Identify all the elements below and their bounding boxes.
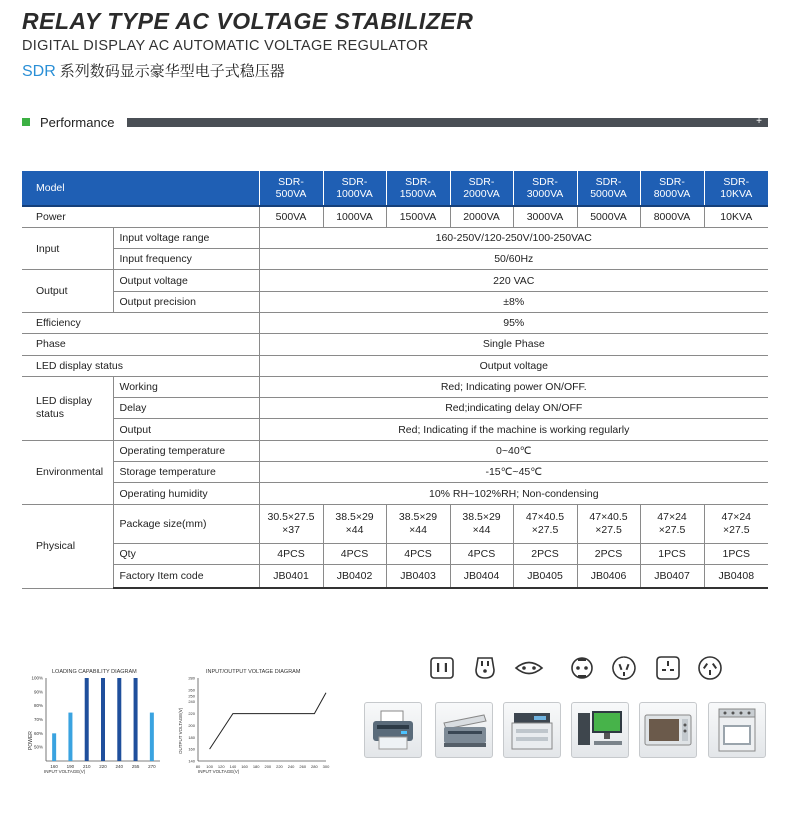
model-header-cell: SDR- 1000VA xyxy=(323,171,386,206)
bar xyxy=(117,678,121,761)
row-label: Output xyxy=(113,419,259,440)
model-header-cell: SDR- 3000VA xyxy=(513,171,577,206)
y-tick-label: 70% xyxy=(33,717,43,722)
chinese-title-text: 系列数码显示豪华型电子式稳压器 xyxy=(59,63,285,80)
row-group-label: Output xyxy=(22,270,113,313)
table-cell: Single Phase xyxy=(259,334,768,355)
table-row xyxy=(22,398,768,419)
table-cell: Red; Indicating power ON/OFF. xyxy=(259,376,768,397)
model-header-cell: SDR- 8000VA xyxy=(640,171,704,206)
printer-icon xyxy=(364,702,422,758)
voltage-line xyxy=(210,693,326,749)
table-cell: 47×40.5 ×27.5 xyxy=(577,504,640,543)
table-cell: 8000VA xyxy=(640,206,704,227)
bar xyxy=(101,678,105,761)
row-group-label: Physical xyxy=(22,504,113,588)
table-cell: 95% xyxy=(259,312,768,333)
x-tick-label: 255 xyxy=(131,764,140,769)
table-cell: 1500VA xyxy=(386,206,450,227)
section-marker-icon xyxy=(22,118,30,126)
table-cell: 4PCS xyxy=(450,543,513,564)
bar xyxy=(52,733,56,761)
y-tick-label: 280 xyxy=(188,675,195,681)
desktop-computer-icon xyxy=(571,702,629,758)
table-row xyxy=(22,227,768,248)
table-cell: 2PCS xyxy=(513,543,577,564)
y-tick-label: 260 xyxy=(188,687,195,693)
model-header-cell: SDR- 10KVA xyxy=(704,171,768,206)
scanner-icon xyxy=(435,702,493,758)
y-axis-title: POWER xyxy=(28,731,34,750)
y-tick-label: 220 xyxy=(188,711,195,717)
table-cell: 0~40℃ xyxy=(259,440,768,461)
y-tick-label: 140 xyxy=(188,758,195,764)
bar xyxy=(85,678,89,761)
table-cell: 1PCS xyxy=(640,543,704,564)
table-row xyxy=(22,504,768,543)
x-tick-label: 100 xyxy=(206,764,213,769)
x-tick-label: 140 xyxy=(229,764,237,769)
y-tick-label: 240 xyxy=(188,699,195,705)
table-cell: ±8% xyxy=(259,291,768,312)
expand-plus-icon[interactable]: + xyxy=(756,116,762,127)
table-row xyxy=(22,462,768,483)
chinese-title xyxy=(22,60,285,81)
table-cell: Red;indicating delay ON/OFF xyxy=(259,398,768,419)
bar xyxy=(68,713,72,761)
table-cell: JB0403 xyxy=(386,564,450,588)
x-tick-label: 270 xyxy=(148,764,156,769)
page-subtitle: DIGITAL DISPLAY AC AUTOMATIC VOLTAGE REGULATOR xyxy=(22,38,429,54)
x-tick-label: 120 xyxy=(217,764,225,769)
table-cell: JB0401 xyxy=(259,564,323,588)
table-cell: 30.5×27.5 ×37 xyxy=(259,504,323,543)
table-cell: 50/60Hz xyxy=(259,249,768,270)
y-tick-label: 60% xyxy=(33,730,43,736)
chart-title: INPUT/OUTPUT VOLTAGE DIAGRAM xyxy=(206,669,301,675)
series-code: SDR xyxy=(22,63,56,80)
table-cell: 4PCS xyxy=(259,543,323,564)
table-cell: JB0408 xyxy=(704,564,768,588)
x-axis-title: INPUT VOLTAGE(V) xyxy=(44,769,86,774)
table-cell: 160-250V/120-250V/100-250VAC xyxy=(259,227,768,248)
x-tick-label: 240 xyxy=(287,764,295,769)
copier-icon xyxy=(503,702,561,758)
row-label: Delay xyxy=(113,398,259,419)
table-cell: 38.5×29 ×44 xyxy=(386,504,450,543)
row-label: Efficiency xyxy=(22,312,259,333)
table-cell: Output voltage xyxy=(259,355,768,376)
table-cell: 10KVA xyxy=(704,206,768,227)
y-tick-label: 50% xyxy=(33,744,43,750)
table-row xyxy=(22,291,768,312)
table-cell: 2000VA xyxy=(450,206,513,227)
x-tick-label: 180 xyxy=(252,764,260,769)
bar xyxy=(150,713,154,761)
x-tick-label: 200 xyxy=(264,764,272,769)
row-label: Working xyxy=(113,376,259,397)
y-tick-label: 160 xyxy=(188,746,195,752)
row-label: Input voltage range xyxy=(113,227,259,248)
table-cell: JB0406 xyxy=(577,564,640,588)
uk-socket-icon xyxy=(655,655,681,681)
row-label: Power xyxy=(22,206,259,227)
table-header-row xyxy=(22,171,768,206)
table-cell: 4PCS xyxy=(386,543,450,564)
y-axis-title: OUTPUT VOLTAGE(V) xyxy=(178,707,183,754)
table-row xyxy=(22,419,768,440)
table-cell: 47×24 ×27.5 xyxy=(640,504,704,543)
table-row xyxy=(22,270,768,291)
model-header-cell: SDR- 2000VA xyxy=(450,171,513,206)
row-label: Operating humidity xyxy=(113,483,259,504)
table-row xyxy=(22,564,768,588)
row-label: Storage temperature xyxy=(113,462,259,483)
x-tick-label: 190 xyxy=(66,764,75,769)
table-cell: 4PCS xyxy=(323,543,386,564)
y-tick-label: 100% xyxy=(31,675,43,681)
bar xyxy=(134,678,138,761)
table-row xyxy=(22,249,768,270)
model-header-cell: SDR- 1500VA xyxy=(386,171,450,206)
table-row xyxy=(22,206,768,227)
table-cell: 500VA xyxy=(259,206,323,227)
table-cell: 220 VAC xyxy=(259,270,768,291)
row-label: Factory Item code xyxy=(113,564,259,588)
table-row xyxy=(22,440,768,461)
y-tick-label: 180 xyxy=(188,734,195,740)
table-cell: JB0405 xyxy=(513,564,577,588)
row-label: Output precision xyxy=(113,291,259,312)
us-socket-icon xyxy=(429,655,455,681)
table-cell: 1000VA xyxy=(323,206,386,227)
row-group-label: Input xyxy=(22,227,113,270)
row-group-label: LED display status xyxy=(22,376,113,440)
row-label: Input frequency xyxy=(113,249,259,270)
table-cell: JB0404 xyxy=(450,564,513,588)
table-cell: -15℃~45℃ xyxy=(259,462,768,483)
y-tick-label: 90% xyxy=(33,689,43,695)
x-tick-label: 160 xyxy=(241,764,248,769)
table-cell: JB0407 xyxy=(640,564,704,588)
table-cell: 38.5×29 ×44 xyxy=(450,504,513,543)
row-label: Operating temperature xyxy=(113,440,259,461)
x-tick-label: 280 xyxy=(311,764,318,769)
table-row xyxy=(22,334,768,355)
row-label: Qty xyxy=(113,543,259,564)
microwave-icon xyxy=(639,702,697,758)
table-cell: JB0402 xyxy=(323,564,386,588)
x-tick-label: 220 xyxy=(276,764,283,769)
loading-capability-chart xyxy=(28,664,168,776)
table-cell: 2PCS xyxy=(577,543,640,564)
table-cell: 5000VA xyxy=(577,206,640,227)
row-group-label: Environmental xyxy=(22,440,113,504)
uk-plug-icon xyxy=(472,655,498,681)
x-tick-label: 300 xyxy=(322,764,330,769)
x-tick-label: 240 xyxy=(115,764,124,769)
row-label: Output voltage xyxy=(113,270,259,291)
table-cell: 1PCS xyxy=(704,543,768,564)
table-cell: 38.5×29 ×44 xyxy=(323,504,386,543)
table-row xyxy=(22,355,768,376)
x-tick-label: 160 xyxy=(50,764,58,769)
row-label: Phase xyxy=(22,334,259,355)
x-tick-label: 80 xyxy=(195,764,201,769)
table-row xyxy=(22,376,768,397)
euro-plug-icon xyxy=(514,655,540,681)
input-output-voltage-chart xyxy=(176,664,332,776)
model-header: Model xyxy=(22,171,259,206)
table-cell: 3000VA xyxy=(513,206,577,227)
table-cell: 10% RH~102%RH; Non-condensing xyxy=(259,483,768,504)
page-title: RELAY TYPE AC VOLTAGE STABILIZER xyxy=(22,8,474,34)
row-label: LED display status xyxy=(22,355,259,376)
specification-table xyxy=(22,171,768,589)
y-tick-label: 80% xyxy=(33,703,43,709)
electric-stove-icon xyxy=(708,702,766,758)
model-header-cell: SDR- 500VA xyxy=(259,171,323,206)
row-label: Package size(mm) xyxy=(113,504,259,543)
x-tick-label: 260 xyxy=(299,764,307,769)
schuko-socket-icon xyxy=(569,655,595,681)
table-cell: 47×24 ×27.5 xyxy=(704,504,768,543)
x-axis-title: INPUT VOLTAGE(V) xyxy=(198,769,240,774)
table-row xyxy=(22,543,768,564)
table-cell: Red; Indicating if the machine is working regularly xyxy=(259,419,768,440)
chart-title: LOADING CAPABILITY DIAGRAM xyxy=(52,669,137,675)
y-tick-label: 200 xyxy=(188,722,195,728)
section-divider-bar xyxy=(127,118,768,127)
german-socket-icon xyxy=(611,655,637,681)
table-cell: 47×40.5 ×27.5 xyxy=(513,504,577,543)
x-tick-label: 210 xyxy=(82,764,91,769)
australian-socket-icon xyxy=(697,655,723,681)
table-row xyxy=(22,312,768,333)
y-tick-label: 250 xyxy=(188,693,195,699)
table-row xyxy=(22,483,768,504)
section-title: Performance xyxy=(40,115,115,130)
model-header-cell: SDR- 5000VA xyxy=(577,171,640,206)
x-tick-label: 220 xyxy=(99,764,107,769)
